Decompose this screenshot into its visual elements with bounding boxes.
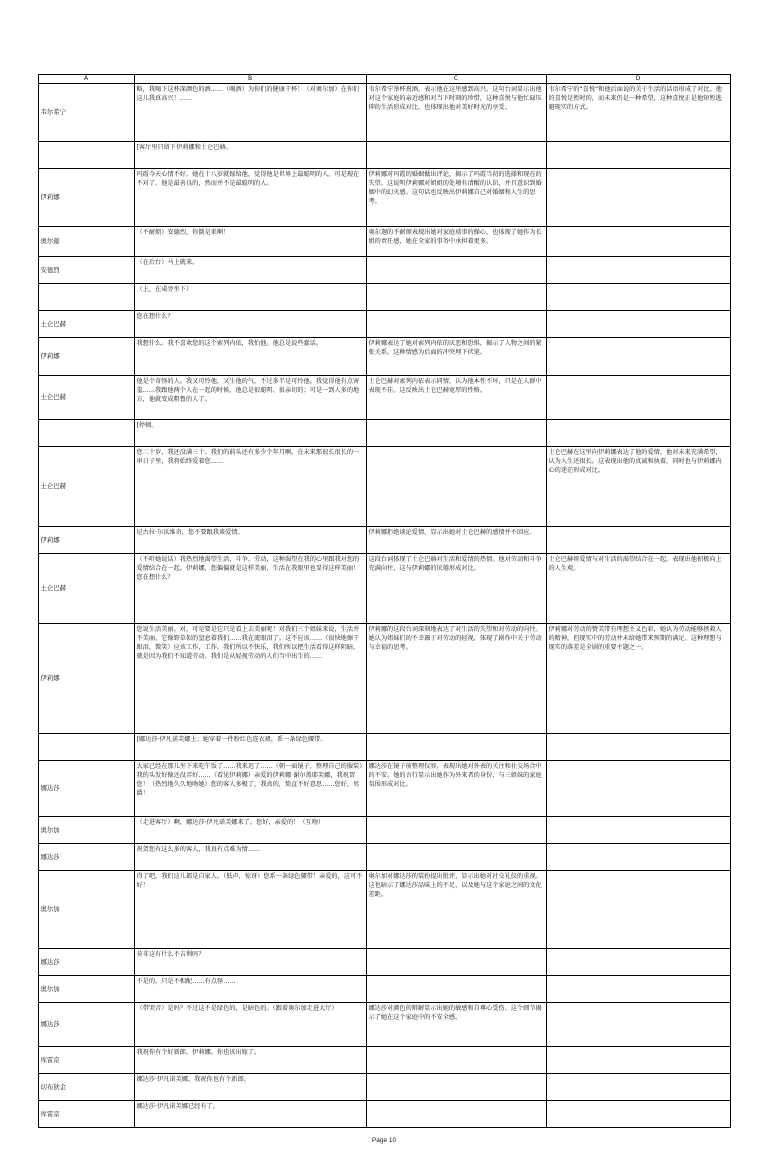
cell-analysis[interactable] [366,142,546,169]
cell-speaker[interactable]: 奥尔加 [38,976,134,1003]
table-row [38,1047,730,1074]
cell-analysis[interactable] [366,257,546,284]
cell-speaker[interactable]: 韦尔希宁 [38,84,134,142]
cell-analysis[interactable]: 伊莉娜拒绝谈论爱情，显示出她对土仑巴赫的感情并不回应。 [366,527,546,554]
cell-commentary[interactable] [546,1074,730,1101]
cell-commentary[interactable] [546,338,730,376]
table-row [38,169,730,227]
cell-commentary[interactable] [546,257,730,284]
column-header-row [38,75,730,84]
cell-commentary[interactable]: 伊莉娜对劳动的赞美带有理想主义色彩，她认为劳动能够拯救人的精神，但现实中的劳动并未给她带来预期的满足。这种理想与现实的落差是全剧的重要主题之一。 [546,624,730,734]
cell-analysis[interactable]: 土仑巴赫对索列内依表示同情，认为他本性不坏，只是在人群中表现不佳。这反映出土仑巴赫宽厚的性格。 [366,376,546,420]
cell-analysis[interactable]: 伊莉娜的这段台词深刻地表达了对生活的失望和对劳动的向往。她认为姐妹们的不幸源于对劳动的轻视，体现了剧作中关于劳动与幸福的思考。 [366,624,546,734]
column-header-a[interactable]: A [38,75,134,84]
table-row [38,1101,730,1128]
cell-dialogue[interactable]: （不听她说话）我热烈地渴望生活、斗争、劳动，这种渴望在我的心里跟我对您的爱情结合在一起。伊莉娜，您偏偏就是这样美丽，生活在我眼里也显得这样美丽！您在想什么？ [134,554,366,624]
cell-commentary[interactable] [546,284,730,311]
column-header-b[interactable]: B [134,75,366,84]
cell-speaker[interactable]: 娜达莎 [38,844,134,871]
cell-analysis[interactable] [366,311,546,338]
cell-speaker[interactable]: 奥尔迦 [38,227,134,257]
cell-commentary[interactable] [546,1047,730,1074]
cell-commentary[interactable] [546,976,730,1003]
cell-dialogue[interactable]: 玛霞今天心情不好。她在十八岁就嫁给他，觉得他是世界上最聪明的人。可是现在不对了。他是最善良的，然而并不是最聪明的人。 [134,169,366,227]
cell-dialogue[interactable]: 得了吧，我们这儿都是自家人。（低声，惊讶）您系一条绿色腰带！亲爱的，这可不好！ [134,871,366,949]
cell-speaker[interactable]: 切布狄金 [38,1074,134,1101]
table-row [38,817,730,844]
cell-commentary[interactable] [546,227,730,257]
cell-commentary[interactable]: 土仑巴赫在这里向伊莉娜表达了他的爱情，他对未来充满希望，认为人生还很长。这表现出他的真诚和执着，同时也与伊莉娜内心的迷茫形成对比。 [546,447,730,527]
cell-analysis[interactable] [366,284,546,311]
table-row [38,227,730,257]
cell-dialogue[interactable]: （带哭音）是吗？不过这不是绿色的，是暗色的。（跟着奥尔加走进大厅） [134,1003,366,1047]
cell-commentary[interactable] [546,817,730,844]
cell-dialogue[interactable]: 大家已经在那儿坐下来吃午饭了……我来迟了……（朝一面镜子，整理自己的服装）我的头发好像还没弄好……（看见伊莉娜）亲爱的伊莉娜·谢尔盖耶芙娜，我祝贺您！（热烈地久久地吻她）您的客人多极了，我真的，简直不好意思……您好，男爵！ [134,761,366,817]
cell-commentary[interactable] [546,761,730,817]
cell-analysis[interactable] [366,1047,546,1074]
column-header-d[interactable]: D [546,75,730,84]
cell-analysis[interactable]: 伊莉娜表达了她对索列内依的厌恶和恐惧，揭示了人物之间的紧张关系。这种情感为后面的冲突埋下伏笔。 [366,338,546,376]
cell-speaker[interactable]: 土仑巴赫 [38,554,134,624]
cell-speaker[interactable] [38,734,134,761]
cell-analysis[interactable] [366,976,546,1003]
table-row [38,871,730,949]
cell-analysis[interactable] [366,734,546,761]
cell-commentary[interactable] [546,1101,730,1128]
cell-dialogue[interactable]: 您二十岁，我还没满三十。我们的前头还有多少个年月啊，在未来那很长很长的一串日子里，我将始终爱着您…… [134,447,366,527]
cell-dialogue[interactable]: 我祝你有个好新郎，伊莉娜。你也该出嫁了。 [134,1047,366,1074]
cell-dialogue[interactable]: 娜达莎·伊凡诺芙娜，我祝你也有个新郎。 [134,1074,366,1101]
cell-speaker[interactable]: 奥尔加 [38,871,134,949]
cell-commentary[interactable] [546,142,730,169]
spreadsheet-table [38,74,731,1128]
table-row [38,554,730,624]
cell-analysis[interactable]: 奥尔迦的不耐烦表现出她对家庭琐事的操心，也体现了她作为长姐的责任感，她在全家的事务中承担着更多。 [366,227,546,257]
cell-dialogue[interactable]: （不耐烦）安德烈，你倒是来啊！ [134,227,366,257]
table-row [38,257,730,284]
cell-speaker[interactable]: 娜达莎 [38,761,134,817]
cell-speaker[interactable]: 伊莉娜 [38,169,134,227]
cell-dialogue[interactable]: 娜达莎·伊凡诺芙娜已经有了。 [134,1101,366,1128]
cell-commentary[interactable] [546,420,730,447]
table-row [38,734,730,761]
cell-speaker[interactable]: 土仑巴赫 [38,447,134,527]
cell-dialogue[interactable]: [停顿。 [134,420,366,447]
cell-analysis[interactable]: 韦尔希宁举杯祝酒，表示他在这里感到高兴。这句台词显示出他对这个家庭的亲近感和对当下时刻的珍惜，这种喜悦与他忙碌压抑的生活形成对比，也体现出他对美好时光的享受。 [366,84,546,142]
table-row [38,376,730,420]
cell-analysis[interactable]: 这段台词体现了土仑巴赫对生活和爱情的热情。他对劳动和斗争充满向往，这与伊莉娜的厌倦形成对比。 [366,554,546,624]
cell-analysis[interactable] [366,949,546,976]
cell-dialogue[interactable]: （上，在桌旁坐下） [134,284,366,311]
cell-analysis[interactable] [366,447,546,527]
cell-speaker[interactable]: 库雷京 [38,1047,134,1074]
cell-speaker[interactable]: 奥尔加 [38,817,134,844]
cell-dialogue[interactable]: 祝贺您有这么多的客人，我真有点难为情…… [134,844,366,871]
cell-speaker[interactable] [38,420,134,447]
table-row [38,761,730,817]
cell-speaker[interactable]: 土仑巴赫 [38,376,134,420]
table-row [38,527,730,554]
cell-speaker[interactable]: 伊莉娜 [38,527,134,554]
cell-dialogue[interactable]: 您在想什么？ [134,311,366,338]
cell-commentary[interactable] [546,169,730,227]
cell-dialogue[interactable]: （走进客厅）啊，娜达莎·伊凡诺芙娜来了。您好，亲爱的！（互吻） [134,817,366,844]
cell-analysis[interactable]: 娜达莎对颜色的辩解显示出她的敏感和自尊心受伤。这个细节揭示了她在这个家庭中的不安全感。 [366,1003,546,1047]
cell-speaker[interactable]: 土仑巴赫 [38,311,134,338]
cell-dialogue[interactable]: （在后台）马上就来。 [134,257,366,284]
cell-speaker[interactable]: 娜达莎 [38,949,134,976]
cell-speaker[interactable]: 娜达莎 [38,1003,134,1047]
cell-dialogue[interactable]: [娜达莎·伊凡诺芙娜上；她穿着一件粉红色连衣裙，系一条绿色腰带。 [134,734,366,761]
cell-commentary[interactable] [546,949,730,976]
table-row [38,420,730,447]
cell-commentary[interactable] [546,376,730,420]
cell-analysis[interactable] [366,420,546,447]
cell-analysis[interactable] [366,844,546,871]
cell-speaker[interactable] [38,142,134,169]
table-row [38,1074,730,1101]
cell-speaker[interactable]: 伊莉娜 [38,624,134,734]
cell-commentary[interactable]: 韦尔希宁的“喜悦”和他后面说的关于生活的话语形成了对比。他的喜悦是暂时的，而未来仍是一种希望，这种喜悦正是他短暂逃避现实的方式。 [546,84,730,142]
column-header-c[interactable]: C [366,75,546,84]
cell-commentary[interactable] [546,734,730,761]
cell-speaker[interactable] [38,284,134,311]
table-row [38,624,730,734]
table-row [38,142,730,169]
cell-analysis[interactable] [366,1074,546,1101]
cell-dialogue[interactable]: 略，我喝下这杯深颜色的酒……（喝酒）为你们的健康干杯！（对奥尔加）在你们这儿我真高兴！…… [134,84,366,142]
cell-analysis[interactable]: 娜达莎在镜子前整理仪容，表现出她对外表的关注和社交场合中的不安。她的言行显示出她作为外来者的身份，与三姐妹的家庭氛围形成对比。 [366,761,546,817]
table-row [38,1003,730,1047]
cell-dialogue[interactable]: 尼古拉·尔沃维奇，您不要跟我谈爱情。 [134,527,366,554]
cell-dialogue[interactable]: 您说生活美丽。对，可是要是它只是看上去美丽呢！对我们三个姐妹来说，生活并不美丽，它像野草似的窒息着我们……我在流眼泪了。这不应该……（很快地擦干眼泪，微笑）应该工作，工作。我们所以不快乐，我们所以把生活看得这样阴暗，就是因为我们不知道劳动。我们是从轻视劳动的人们当中出生的…… [134,624,366,734]
cell-analysis[interactable] [366,1101,546,1128]
cell-dialogue[interactable]: 不是的，只是不相配……有点怪…… [134,976,366,1003]
cell-dialogue[interactable]: [客厅里只留下伊莉娜和土仑巴赫。 [134,142,366,169]
table-row [38,844,730,871]
table-row [38,311,730,338]
table-row [38,284,730,311]
sheet-body [38,84,730,1128]
cell-analysis[interactable] [366,817,546,844]
cell-speaker[interactable]: 伊莉娜 [38,338,134,376]
cell-commentary[interactable] [546,527,730,554]
table-row [38,447,730,527]
table-row [38,84,730,142]
cell-analysis[interactable]: 奥尔加对娜达莎的装扮提出批评，显示出她对社交礼仪的重视。这也暗示了娜达莎品味上的不足，以及她与这个家庭之间的文化差距。 [366,871,546,949]
table-row [38,338,730,376]
cell-commentary[interactable] [546,311,730,338]
table-row [38,949,730,976]
cell-commentary[interactable] [546,844,730,871]
cell-speaker[interactable]: 库雷京 [38,1101,134,1128]
cell-commentary[interactable] [546,871,730,949]
cell-commentary[interactable]: 土仑巴赫将爱情与对生活的渴望结合在一起，表现出他积极向上的人生观。 [546,554,730,624]
cell-dialogue[interactable]: 莫非这有什么不吉利吗？ [134,949,366,976]
cell-analysis[interactable]: 伊莉娜对玛霞的婚姻做出评论，揭示了玛霞当初的选择和现在的失望。这说明伊莉娜对姐姐的处境有清醒的认识，并且意识到婚姻中的幻灭感。这句话也反映出伊莉娜自己对婚姻和人生的思考。 [366,169,546,227]
cell-speaker[interactable]: 安德烈 [38,257,134,284]
page-number: Page 10 [371,1137,397,1144]
cell-dialogue[interactable]: 他是个奇怪的人。我又可怜他，又生他的气，不过多半是可怜他。我觉得他有点害羞……我跟他两个人在一起的时候，他总是很聪明、很亲切的；可是一到人多的地方，他就变成粗鲁的人了。 [134,376,366,420]
cell-dialogue[interactable]: 我想什么。我不喜欢您的这个索列内依，我怕他。他总是说些蠢话。 [134,338,366,376]
table-row [38,976,730,1003]
cell-commentary[interactable] [546,1003,730,1047]
